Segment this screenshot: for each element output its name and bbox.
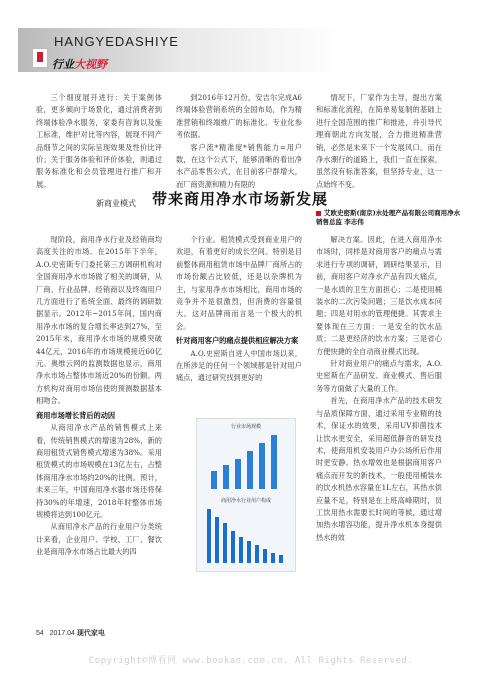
article-title: 带来商用净水市场新发展 [152, 190, 329, 208]
figure-bar [211, 471, 217, 489]
figure-bar [247, 451, 253, 489]
article-column-3 [316, 234, 442, 544]
paragraph: 情况下，厂家作为主导，提出方案和标准化流程，在简单易复制的基础上进行全国范围的推广和推进，并引导代理商朝此方向发展，合力推进精准营销，必然是未来下一个发展风口。而在净水潮行的道路上，我们一直在探索，虽然没有标准答案，但坚持专业，这一点始终不变。 [316, 93, 442, 189]
article-figure [196, 418, 296, 572]
section-heading: 针对商用客户的痛点提供相应解决方案 [176, 336, 299, 346]
article-byline [316, 208, 466, 226]
figure-bar [207, 509, 211, 563]
paragraph: 从商用净水产品的销售模式上来看，传统销售模式的增速为28%，新的商用租赁式销售模式增速为38%。采用租赁模式的市场规模在13亿左右，占整体商用净水市场约20%的比例。预计，未来三年，中国商用净水器市场还将保持30%的年增速，2018年时整体市场规模将达到100亿元。 [36, 423, 162, 519]
red-square-icon [316, 211, 321, 216]
header-subtitle-prefix: 行业 [52, 58, 74, 71]
paragraph: 针对商业用户的痛点与需求，A.O.史密斯在产品研发、商业模式、售后服务等方面做了大量的工作。 [316, 359, 442, 393]
figure-bar [223, 465, 229, 489]
figure-bar [263, 549, 267, 563]
top-column-1 [36, 92, 162, 191]
magazine-name: 现代家电 [76, 628, 105, 637]
header-subtitle-accent: 大视野 [74, 58, 107, 71]
paragraph: 首先，在商用净水产品的技术研发与品质保障方面，通过采用专业精的技术，保证水的效果，采用UV抑菌技术让饮水更安全，采用超低静音的研发技术，使商用机安装用户办公场所后作用时更安静。热水增效也是根据商用客户痛点而开发的新技术，一般使用桶装水的饮水机热水容量在1L左右，其热水供应量不足，特别是在上班高峰期时，员工饮用热水需要长时间的等候，通过增加热水增容功能，提升净水机本身提供热水的效 [316, 396, 442, 542]
paragraph: 个行业。租赁模式受到商业用户的欢迎，有着更好的成长空间。特别是目前整体商用租赁市场中品牌厂商所占的市场份额占比较低，还是以杂牌机为主，与家用净水市场相比，商用市场的竞争并不是很激烈，但消费的容量很大。这对品牌商而言是一个极大的机会。 [176, 235, 302, 331]
figure-bar [231, 531, 235, 563]
figure-bar [235, 459, 241, 489]
paragraph: 解决方案。因此，在进入商用净水市场时，同样是对商用客户的痛点与需求进行专项的调研，调研结果显示，目前，商用客户对净水产品有四大痛点，一是水质的卫生方面担心；二是使用桶装水的二次污染问题；三是饮水成本问题；四是对用水的管理便捷。其需求主要体现在三方面：一是安全的饮水品质；二是更经济的饮水方案；三是省心方便快捷的全自动商业模式出现。 [316, 235, 442, 356]
paragraph: 现阶段，商用净水行业及经销商均高度关注的市场。在2015年下半年，A.O.史密斯专门委托第三方调研机构对全国商用净水市场做了相关的调研，从厂商、行业品牌、经销商以及终端用户几方面进行了系统全面、最终的调研数据显示。2012年~2015年间，国内商用净水市场的复合增长率达到27%，至2015年末，商用净水市场的规模突破44亿元，2016年的市场规模接近60亿元。奥维云网的监测数据也显示，商用净水市场占整体市场近20%的份额。两方机构对商用市场信使的预测数据基本相吻合。 [36, 235, 162, 406]
header-logo-icon [32, 48, 48, 68]
copyright-watermark: Copyright©博看网 www.bookan.com.cn. All Rights Reserved. [88, 656, 414, 666]
figure-bar [215, 517, 219, 563]
top-column-2 [176, 92, 302, 191]
paragraph: 客户流*精准度*销售能力=用户数，在这个公式下，能够清晰的看出净水产品零售公式，在目前客户群增大，而厂商资源和精力有限的 [176, 142, 302, 189]
header-title: HANGYEDASHIYE [54, 34, 179, 49]
page-footer [36, 628, 105, 638]
top-column-3 [316, 92, 442, 191]
paragraph: A.O.史密斯自进入中国市场以来，在所涉足的任何一个领域都是针对用户痛点，通过研究找到更好的 [176, 348, 302, 383]
issue-date: 2017.04 [49, 630, 75, 637]
byline-text: 艾欧史密斯(南京)水处理产品有限公司商用净水销售总监 李志伟 [316, 209, 461, 226]
page-header [0, 0, 502, 82]
page-number: 54 [36, 630, 44, 637]
paragraph: 三个细度展开进行：关于案例体验，更多倾向于场景化，通过消费者到终端体验净水服务，家委有咨询以及施工标准，维护对比等内容，展现不同产品细节之间的实际呈现效果及性价比评价；关于服务体验和评价体验，则通过服务标准化和会员管理进行推广和开展。 [36, 93, 162, 189]
figure-bar [279, 555, 283, 563]
article-title-block [36, 188, 466, 228]
figure-bar [239, 537, 243, 563]
article-column-2 [176, 234, 302, 385]
section-heading: 商用市场增长背后的动因 [36, 410, 116, 420]
paragraph: 从商用净水产品的行业用户分类统计来看，企业用户、学校、工厂、餐饮业是商用净水市场占比最大的四 [36, 522, 162, 557]
figure-bar [271, 435, 277, 489]
figure-title-bottom: 商用净水行业用户构成 [220, 498, 271, 504]
figure-bar [223, 523, 227, 563]
article-kicker: 新商业模式 [96, 199, 136, 208]
figure-bar [255, 545, 259, 563]
figure-title-top: 行业市场规模 [230, 424, 261, 430]
paragraph: 到2016年12月份，安吉尔完成A6终端体验营销系统的全国布局，作为精准营销和终端推广的标准化、专业化参考依据。 [176, 93, 302, 140]
header-subtitle [52, 56, 107, 72]
article-column-1 [36, 234, 162, 559]
figure-bar [247, 541, 251, 563]
figure-bar [271, 553, 275, 563]
figure-bar [259, 443, 265, 489]
